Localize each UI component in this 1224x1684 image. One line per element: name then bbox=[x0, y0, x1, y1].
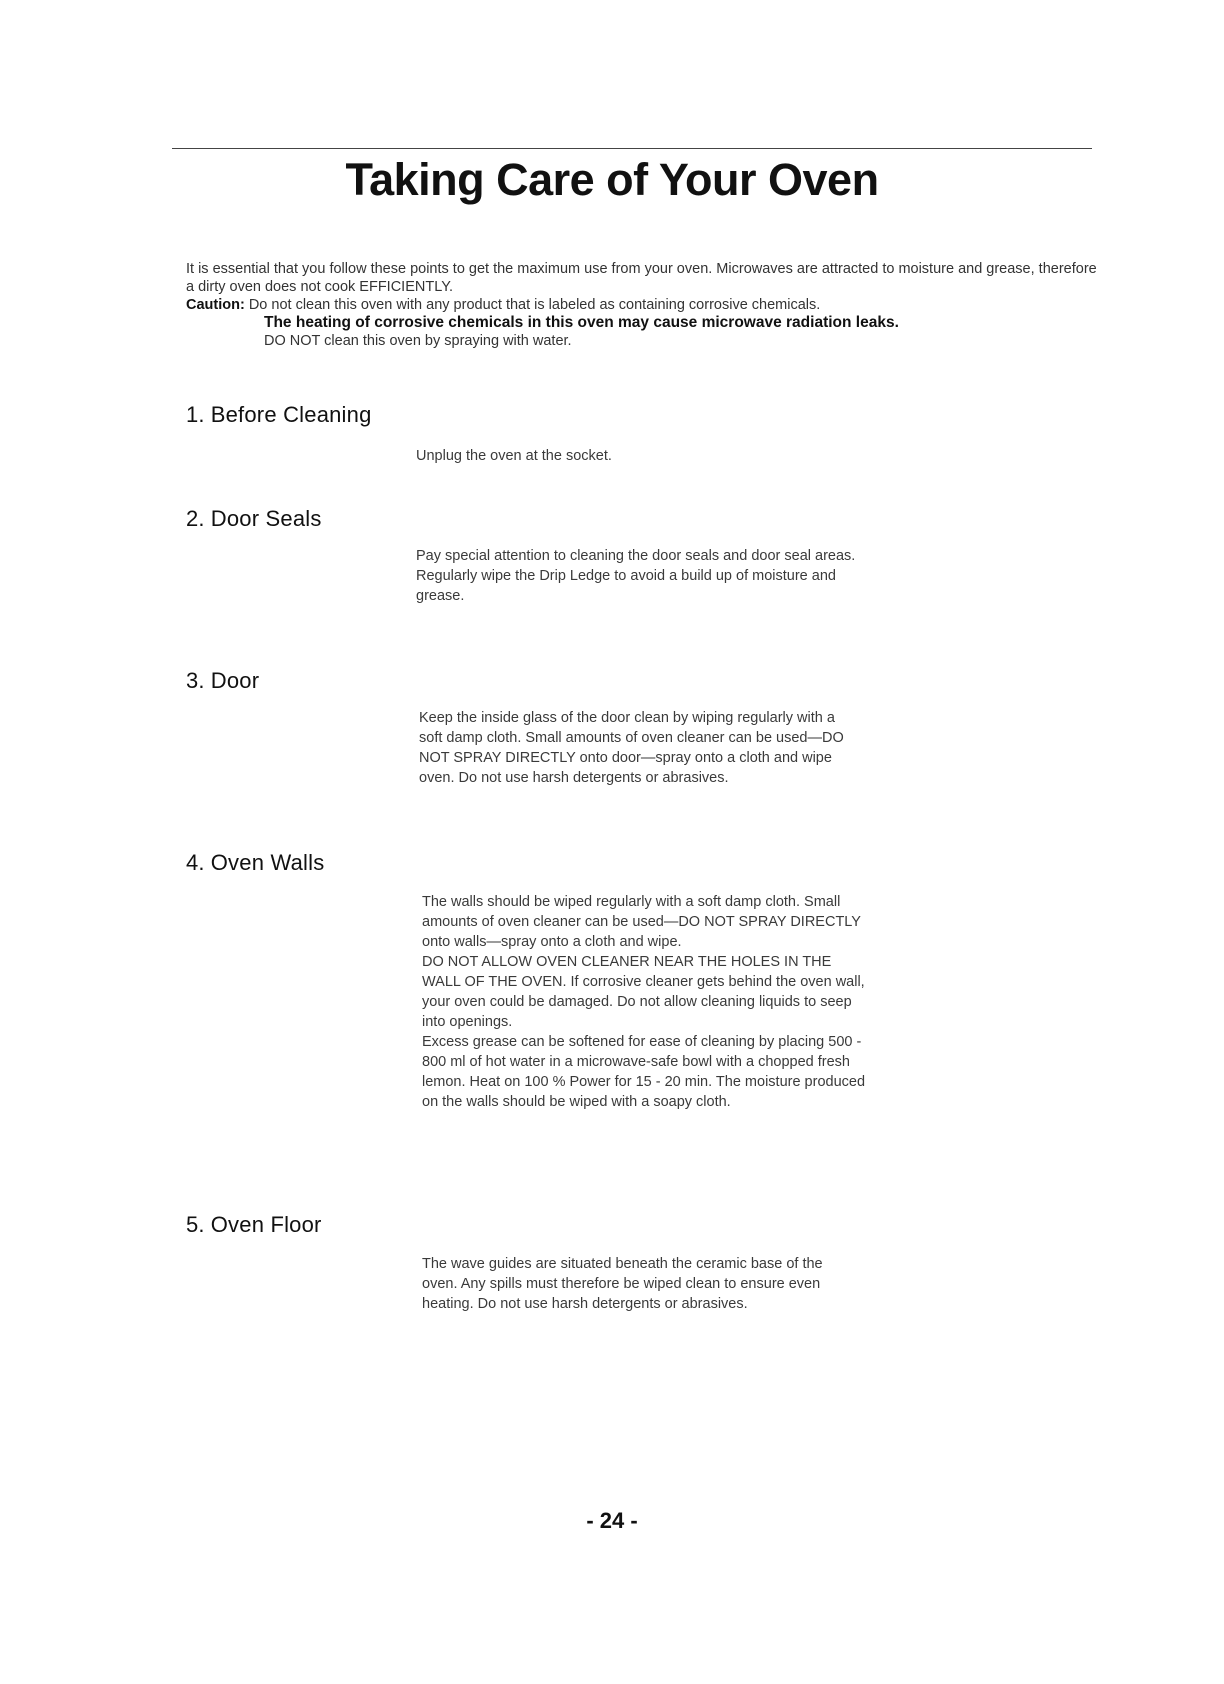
section-body bbox=[419, 708, 844, 788]
caution-label: Caution: bbox=[186, 297, 245, 313]
section-paragraph: Pay special attention to cleaning the door seals and door seal areas. bbox=[416, 548, 856, 564]
section-heading bbox=[186, 402, 1086, 428]
radiation-warning: The heating of corrosive chemicals in this oven may cause microwave radiation leaks. bbox=[264, 314, 899, 331]
section-title: Door Seals bbox=[210, 506, 322, 531]
section-body bbox=[416, 446, 856, 466]
section-number: 4. bbox=[186, 850, 205, 875]
section-number: 3. bbox=[186, 668, 205, 693]
section-heading bbox=[186, 850, 1086, 876]
section-oven-walls bbox=[186, 850, 1086, 1110]
section-body bbox=[416, 546, 856, 606]
section-paragraph: DO NOT ALLOW OVEN CLEANER NEAR THE HOLES IN THE WALL OF THE OVEN. If corrosive cleaner gets behind the oven wall, your oven could be damaged. Do not allow cleaning liquids to seep into openings. bbox=[422, 954, 865, 1030]
section-paragraph: The walls should be wiped regularly with a soft damp cloth. Small amounts of oven cleaner can be used—DO NOT SPRAY DIRECTLY onto walls—spray onto a cloth and wipe. bbox=[422, 894, 861, 950]
section-number: 1. bbox=[186, 402, 205, 427]
no-spray-note: DO NOT clean this oven by spraying with water. bbox=[264, 333, 572, 349]
section-door-seals bbox=[186, 506, 1086, 604]
caution-line bbox=[186, 296, 1106, 314]
intro-block bbox=[186, 260, 1106, 350]
intro-paragraph: It is essential that you follow these points to get the maximum use from your oven. Microwaves are attracted to moisture and grease, therefore a dirty oven does not cook EFFICIENTLY. bbox=[186, 261, 1097, 295]
section-paragraph: Excess grease can be softened for ease of cleaning by placing 500 - 800 ml of hot water in a microwave-safe bowl with a chopped fresh lemon. Heat on 100 % Power for 15 - 20 min. The moisture produced on the walls should be wiped with a soapy cloth. bbox=[422, 1034, 866, 1110]
section-heading bbox=[186, 1212, 1086, 1238]
section-paragraph: Keep the inside glass of the door clean by wiping regularly with a soft damp cloth. Small amounts of oven cleaner can be used—DO NOT SPRAY DIRECTLY onto door—spray onto a cloth and wipe oven. Do not use harsh detergents or abrasives. bbox=[419, 710, 844, 786]
section-heading bbox=[186, 506, 1086, 532]
section-number: 5. bbox=[186, 1212, 205, 1237]
section-title: Oven Floor bbox=[210, 1212, 322, 1237]
section-heading bbox=[186, 668, 1086, 694]
top-rule bbox=[172, 148, 1092, 149]
page-number: - 24 - bbox=[586, 1508, 638, 1533]
caution-text: Do not clean this oven with any product that is labeled as containing corrosive chemicals. bbox=[248, 297, 821, 313]
section-body bbox=[422, 1254, 852, 1314]
section-number: 2. bbox=[186, 506, 205, 531]
section-paragraph: Unplug the oven at the socket. bbox=[416, 448, 612, 464]
section-title: Door bbox=[210, 668, 260, 693]
section-oven-floor bbox=[186, 1212, 1086, 1312]
section-door bbox=[186, 668, 1086, 786]
section-before-cleaning bbox=[186, 402, 1086, 464]
section-paragraph: The wave guides are situated beneath the ceramic base of the oven. Any spills must therefore be wiped clean to ensure even heating. Do not use harsh detergents or abrasives. bbox=[422, 1256, 823, 1312]
section-paragraph: Regularly wipe the Drip Ledge to avoid a build up of moisture and grease. bbox=[416, 568, 836, 604]
section-title: Before Cleaning bbox=[210, 402, 372, 427]
page-title: Taking Care of Your Oven bbox=[345, 154, 879, 205]
section-title: Oven Walls bbox=[210, 850, 325, 875]
section-body bbox=[422, 892, 867, 1112]
